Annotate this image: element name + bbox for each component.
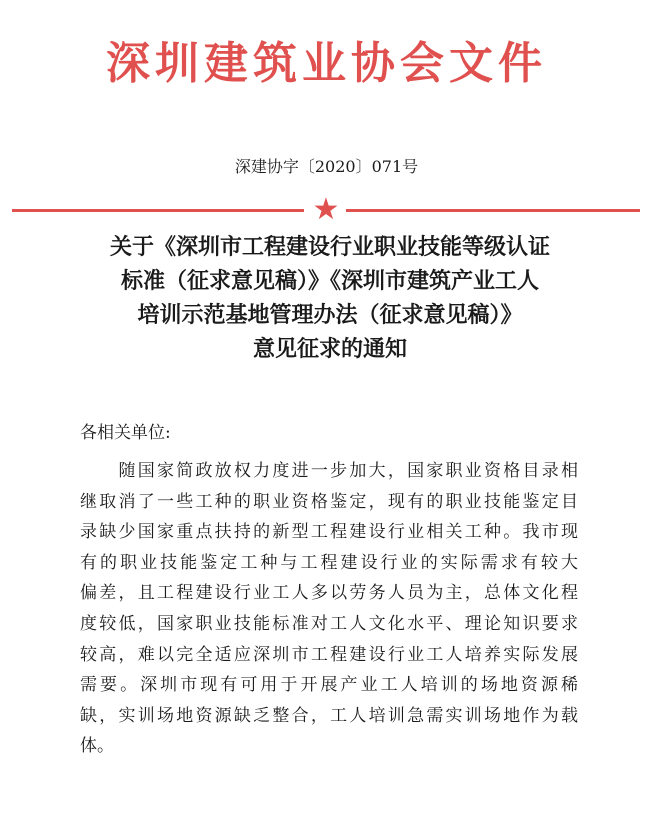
- header-divider-right: [346, 209, 640, 212]
- paragraph-line: 录缺少国家重点扶持的新型工程建设行业相关工种。我市现: [80, 522, 578, 543]
- paragraph-line: 体。: [80, 736, 114, 757]
- paragraph-line: 继取消了一些工种的职业资格鉴定，现有的职业技能鉴定目: [80, 491, 578, 512]
- document-header-title: 深圳建筑业协会文件: [106, 38, 547, 89]
- notice-title: [70, 230, 590, 366]
- notice-title-line: 培训示范基地管理办法（征求意见稿）》: [137, 302, 523, 328]
- body-paragraph: [80, 456, 578, 762]
- paragraph-line: 较高，难以完全适应深圳市工程建设行业工人培养实际发展: [80, 644, 578, 665]
- notice-title-line: 标准（征求意见稿）》《深圳市建筑产业工人: [120, 268, 539, 294]
- star-icon: ★: [312, 192, 340, 227]
- notice-title-line: 意见征求的通知: [252, 336, 407, 362]
- document-number: 深建协字〔2020〕071号: [234, 157, 419, 176]
- header-divider-left: [12, 209, 304, 212]
- paragraph-line: 度较低，国家职业技能标准对工人文化水平、理论知识要求: [80, 613, 578, 634]
- paragraph-line: 缺，实训场地资源缺乏整合，工人培训急需实训场地作为载: [80, 705, 578, 726]
- paragraph-line: 需要。深圳市现有可用于开展产业工人培训的场地资源稀: [80, 675, 578, 696]
- notice-title-line: 关于《深圳市工程建设行业职业技能等级认证: [109, 234, 550, 260]
- paragraph-line: 偏差，且工程建设行业工人多以劳务人员为主，总体文化程: [80, 583, 578, 604]
- salutation: 各相关单位:: [80, 423, 171, 443]
- paragraph-line: 随国家简政放权力度进一步加大，国家职业资格目录相: [80, 461, 578, 481]
- paragraph-line: 有的职业技能鉴定工种与工程建设行业的实际需求有较大: [80, 552, 578, 573]
